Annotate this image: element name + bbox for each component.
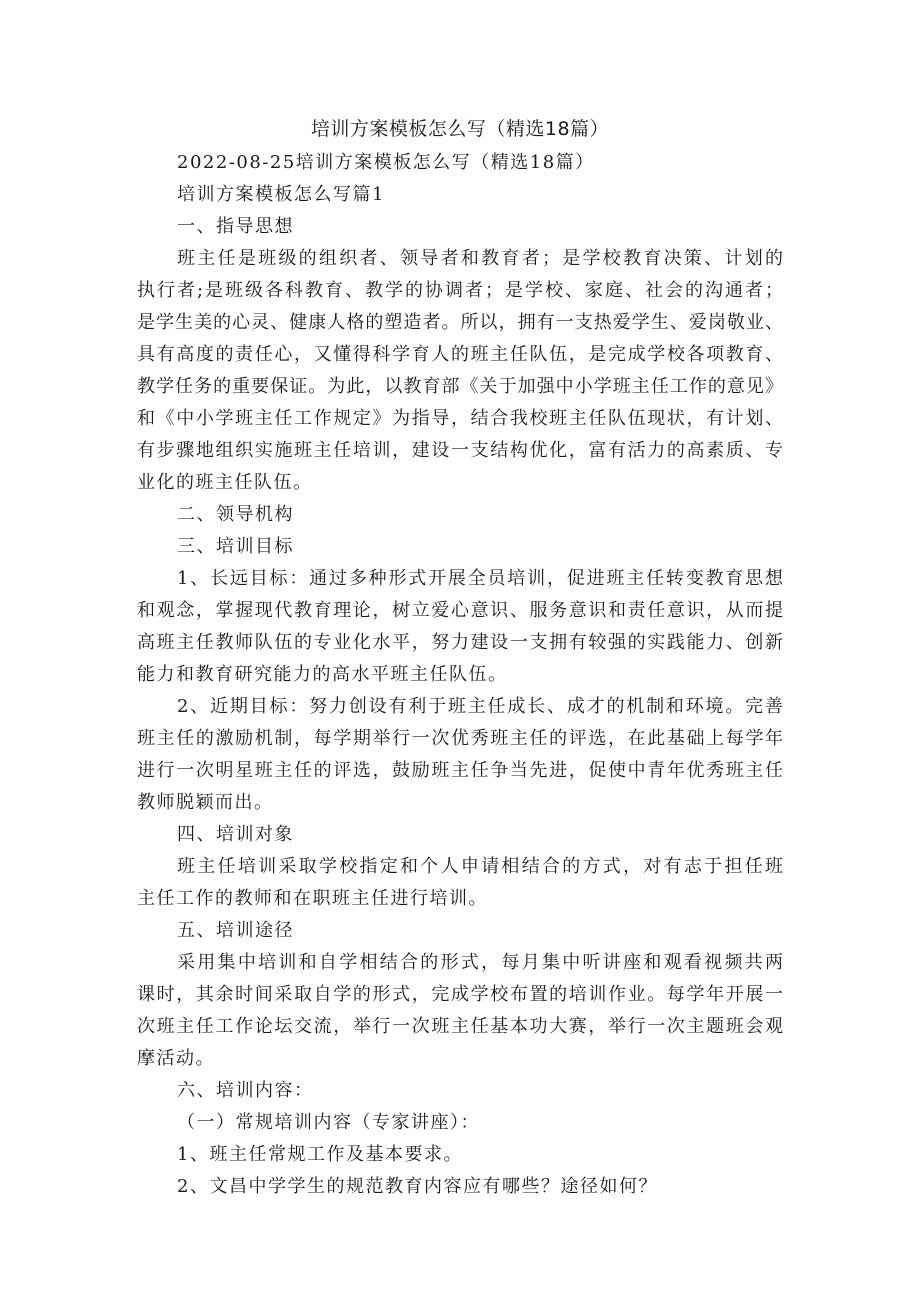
- date-title-line: 2022-08-25培训方案模板怎么写（精选18篇）: [177, 152, 595, 173]
- paragraph-line: 次班主任工作论坛交流，举行一次班主任基本功大赛，举行一次主题班会观: [137, 1016, 783, 1037]
- paragraph-line: 和观念，掌握现代教育理论，树立爱心意识、服务意识和责任意识，从而提: [137, 600, 783, 621]
- paragraph-line: 执行者;是班级各科教育、教学的协调者；是学校、家庭、社会的沟通者；: [137, 280, 783, 301]
- paragraph-line: 是学生美的心灵、健康人格的塑造者。所以，拥有一支热爱学生、爱岗敬业、: [137, 312, 783, 333]
- paragraph-line: 业化的班主任队伍。: [137, 472, 313, 493]
- list-item: 1、班主任常规工作及基本要求。: [177, 1144, 463, 1165]
- list-item: 2、文昌中学学生的规范教育内容应有哪些？途径如何？: [177, 1176, 658, 1197]
- paragraph-line: 有步骤地组织实施班主任培训，建设一支结构优化，富有活力的高素质、专: [137, 440, 783, 461]
- heading-leadership: 二、领导机构: [177, 504, 294, 525]
- paragraph-line: 2、近期目标：努力创设有利于班主任成长、成才的机制和环境。完善: [177, 696, 783, 717]
- paragraph-line: 教学任务的重要保证。为此，以教育部《关于加强中小学班主任工作的意见》: [137, 376, 783, 397]
- section-heading: 培训方案模板怎么写篇1: [177, 184, 385, 205]
- paragraph-line: 采用集中培训和自学相结合的形式，每月集中听讲座和观看视频共两: [177, 952, 783, 973]
- heading-guiding-ideology: 一、指导思想: [177, 216, 294, 237]
- document-title: 培训方案模板怎么写（精选18篇）: [310, 118, 610, 140]
- paragraph-line: 班主任的激励机制，每学期举行一次优秀班主任的评选，在此基础上每学年: [137, 728, 783, 749]
- paragraph-line: 主任工作的教师和在职班主任进行培训。: [137, 888, 488, 909]
- paragraph-line: 和《中小学班主任工作规定》为指导，结合我校班主任队伍现状，有计划、: [137, 408, 783, 429]
- paragraph-line: 进行一次明星班主任的评选，鼓励班主任争当先进，促使中青年优秀班主任: [137, 760, 783, 781]
- heading-training-goals: 三、培训目标: [177, 536, 294, 557]
- heading-training-approach: 五、培训途径: [177, 920, 294, 941]
- heading-training-targets: 四、培训对象: [177, 824, 294, 845]
- paragraph-line: 1、长远目标：通过多种形式开展全员培训，促进班主任转变教育思想: [177, 568, 783, 589]
- heading-training-content: 六、培训内容：: [177, 1080, 314, 1101]
- paragraph-line: 班主任是班级的组织者、领导者和教育者；是学校教育决策、计划的: [177, 248, 783, 269]
- paragraph-line: 能力和教育研究能力的高水平班主任队伍。: [137, 664, 508, 685]
- paragraph-line: 高班主任教师队伍的专业化水平，努力建设一支拥有较强的实践能力、创新: [137, 632, 783, 653]
- paragraph-line: 具有高度的责任心，又懂得科学育人的班主任队伍，是完成学校各项教育、: [137, 344, 783, 365]
- paragraph-line: 课时，其余时间采取自学的形式，完成学校布置的培训作业。每学年开展一: [137, 984, 783, 1005]
- paragraph-line: 班主任培训采取学校指定和个人申请相结合的方式，对有志于担任班: [177, 856, 783, 877]
- subheading-routine-content: （一）常规培训内容（专家讲座）：: [177, 1112, 480, 1133]
- paragraph-line: 教师脱颖而出。: [137, 792, 274, 813]
- paragraph-line: 摩活动。: [137, 1048, 215, 1069]
